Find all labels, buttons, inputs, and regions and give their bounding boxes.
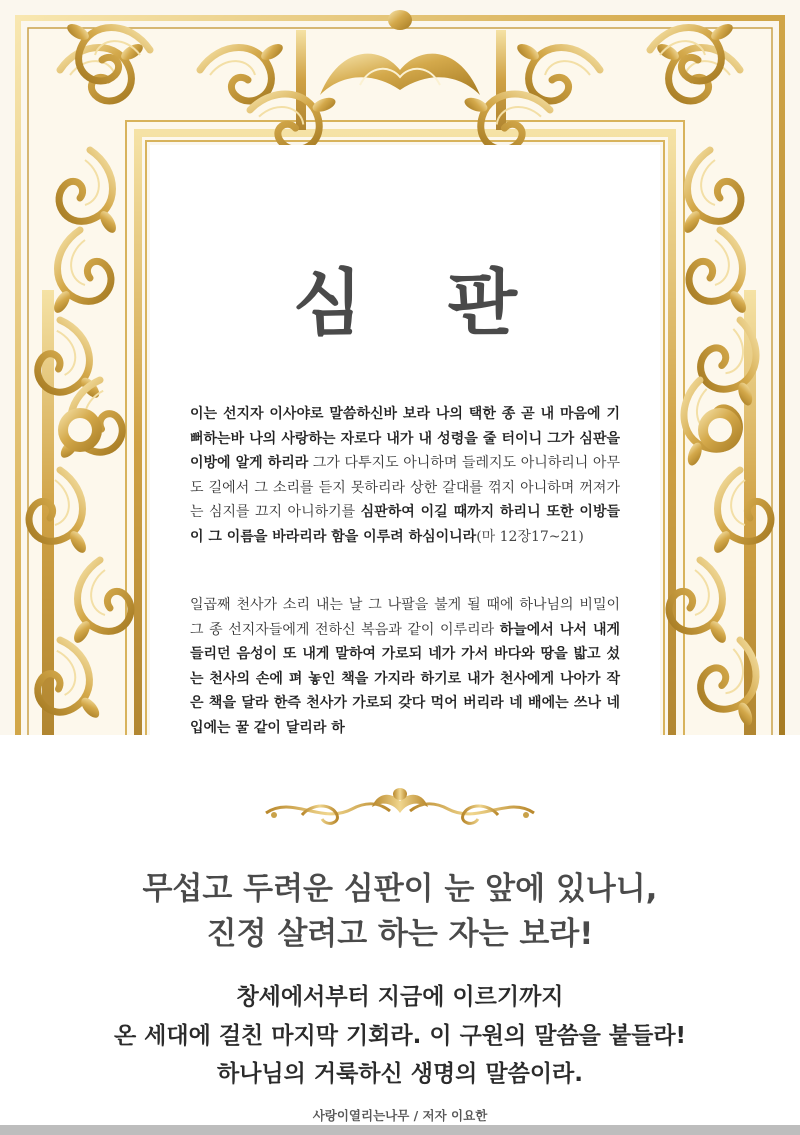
passage1-emphasis-1: 이는 선지자 이사야로 말씀하신바 보라 나의 택한 종 곧 내 마음에 기뻐하는바 나의 사랑하는 자로다 내가 내 성령을 줄 터이니 그가 심판을 이방에 알게 하리라 — [190, 406, 620, 471]
passage2-emphasis: 하늘에서 나서 내게 들리던 음성이 또 내게 말하여 가로되 네가 가서 바다와 땅을 밟고 섰는 천사의 손에 펴 놓인 책을 가지라 하기로 내가 천사에게 나아가 작은 책을 달라 한즉 천사가 가로되 갖다 먹어 버리라 네 배에는 쓰나 네 입에는 꿀 같이 달리라 하 — [190, 621, 620, 735]
passage2-text: 일곱째 천사가 소리 내는 날 그 나팔을 불게 될 때에 하나님의 비밀이 그 종 선지자들에게 전하신 복음과 같이 이루리라 — [190, 597, 620, 638]
scripture-passage-1 — [190, 402, 620, 549]
headline-line-1: 무섭고 두려운 심판이 눈 앞에 있나니, — [142, 871, 658, 907]
passage1-reference: (마 12장17~21) — [476, 528, 584, 545]
promo-section — [0, 735, 800, 1125]
passage1-text: 그가 다투지도 아니하며 들레지도 아니하리니 아무도 길에서 그 소리를 듣지 못하리라 상한 갈대를 꺾지 아니하며 꺼져가는 심지를 끄지 아니하기를 — [190, 455, 620, 520]
passage1-emphasis-2: 심판하여 이길 때까지 하리니 또한 이방들이 그 이름을 바라리라 함을 이루려 하심이니라 — [190, 504, 620, 545]
subheadline-line-1: 창세에서부터 지금에 이르기까지 — [236, 984, 564, 1010]
headline-line-2: 진정 살려고 하는 자는 보라! — [206, 916, 594, 952]
bottom-bar — [0, 1125, 800, 1135]
subheadline-line-3: 하나님의 거룩하신 생명의 말씀이라. — [216, 1061, 584, 1087]
author-credit: 사랑이열리는나무 / 저자 이요한 — [312, 1108, 488, 1123]
page-title: 심 판 — [292, 261, 548, 345]
scripture-passage-2 — [190, 593, 620, 735]
ornament-divider-icon — [262, 785, 538, 831]
subheadline-line-2: 온 세대에 걸친 마지막 기회라. 이 구원의 말씀을 붙들라! — [113, 1023, 687, 1049]
